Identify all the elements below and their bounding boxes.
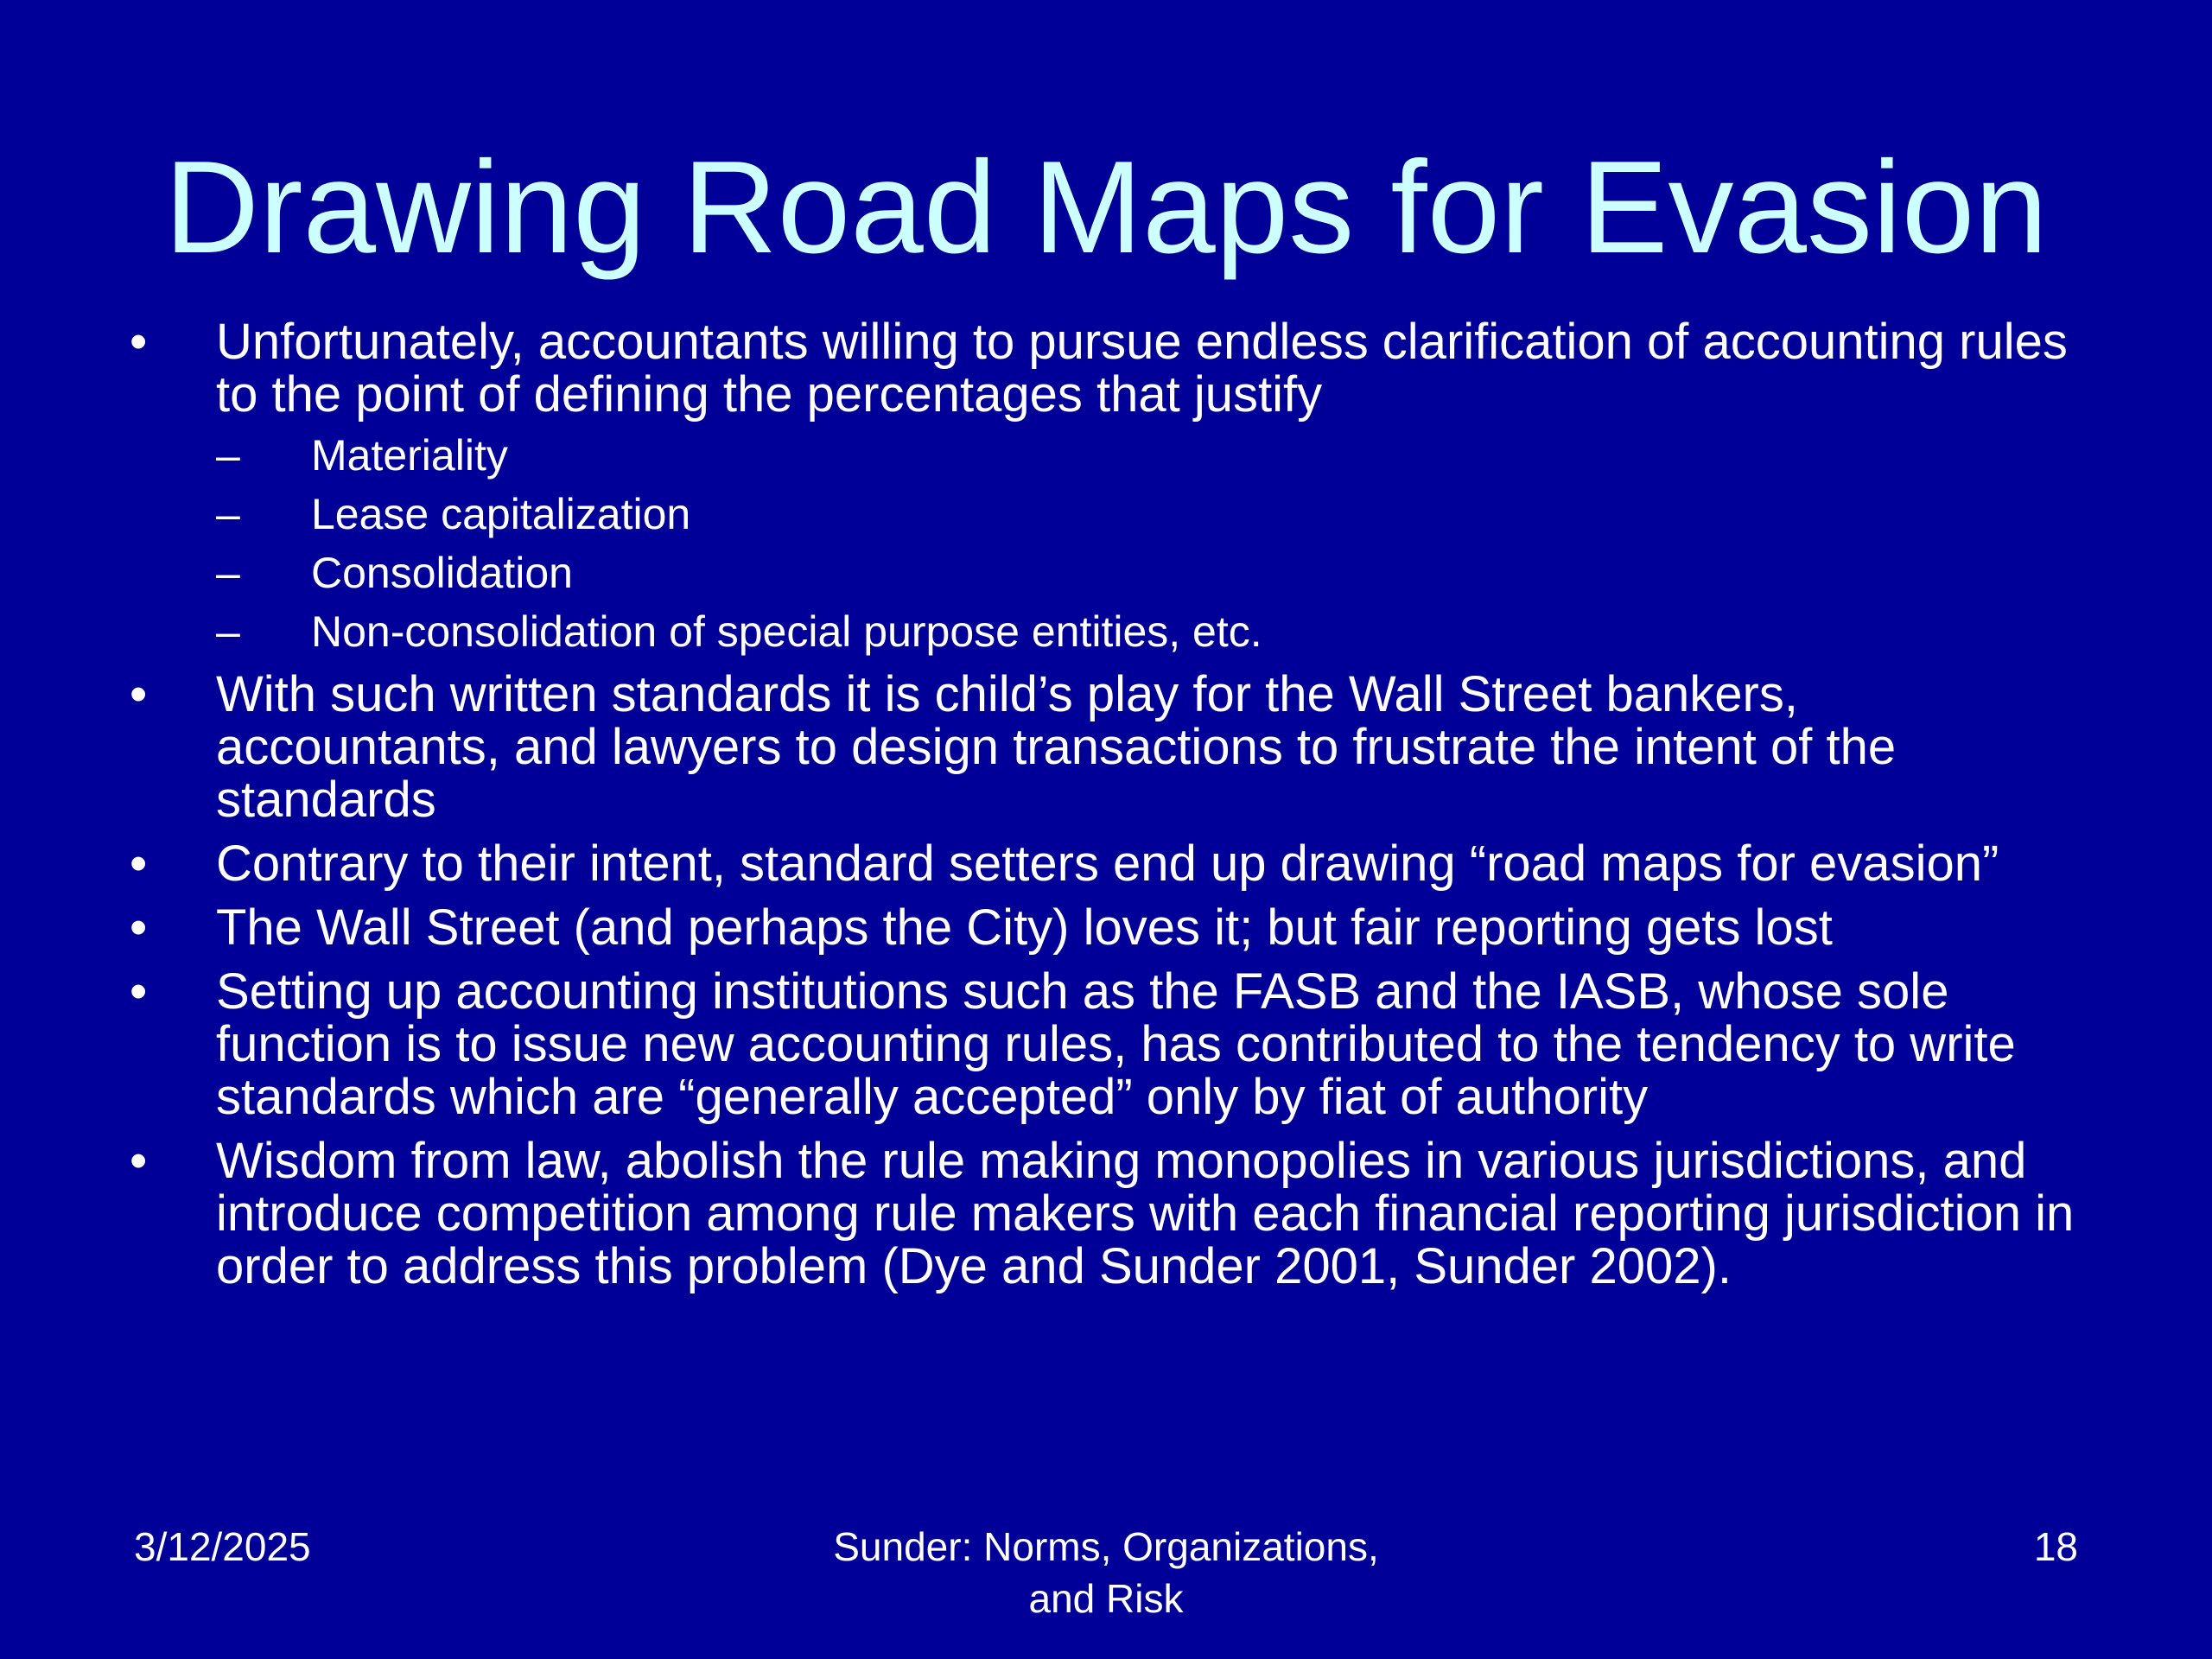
sub-list bbox=[216, 431, 2082, 657]
sub-marker: – bbox=[216, 431, 240, 480]
page-number: 18 bbox=[2033, 1524, 2078, 1569]
sub-item bbox=[216, 490, 2082, 539]
bullet-marker: • bbox=[130, 836, 148, 892]
sub-text: Consolidation bbox=[311, 549, 573, 597]
sub-item bbox=[216, 549, 2082, 598]
bullet-text: Unfortunately, accountants willing to pursue endless clarification of accounting rules to the point of defining the percentages that justify bbox=[216, 314, 2068, 423]
footer-title-line2: and Risk bbox=[1028, 1576, 1184, 1621]
bullet-text: The Wall Street (and perhaps the City) loves it; but fair reporting gets lost bbox=[216, 899, 1833, 956]
bullet-item bbox=[130, 1135, 2082, 1293]
bullet-marker: • bbox=[130, 963, 148, 1020]
bullet-marker: • bbox=[130, 314, 148, 370]
bullet-marker: • bbox=[130, 666, 148, 722]
slide-title: Drawing Road Maps for Evasion bbox=[164, 134, 2048, 281]
bullet-item bbox=[130, 837, 2082, 890]
bullet-text: With such written standards it is child’s play for the Wall Street bankers, accountants, and lawyers to design transactions to frustrate the intent of the standards bbox=[216, 666, 1897, 828]
sub-text: Lease capitalization bbox=[311, 490, 691, 538]
bullet-text: Wisdom from law, abolish the rule making monopolies in various jurisdictions, and introduce competition among rule makers with each financial reporting jurisdiction in order to address this problem (Dye and Sunder 2001, Sunder 2002). bbox=[216, 1133, 2075, 1294]
sub-text: Materiality bbox=[311, 431, 508, 480]
bullet-marker: • bbox=[130, 1133, 148, 1189]
footer-title bbox=[760, 1521, 1452, 1624]
sub-marker: – bbox=[216, 549, 240, 597]
bullet-item bbox=[130, 965, 2082, 1123]
bullet-item bbox=[130, 668, 2082, 826]
bullet-item bbox=[130, 315, 2082, 657]
bullet-text: Setting up accounting institutions such as the FASB and the IASB, whose sole function is to issue new accounting rules, has contributed to the tendency to write standards which are “generally accepted” only by fiat of authority bbox=[216, 963, 2016, 1125]
sub-marker: – bbox=[216, 490, 240, 538]
bullet-item bbox=[130, 901, 2082, 954]
slide-body bbox=[130, 315, 2082, 1304]
sub-text: Non-consolidation of special purpose entities, etc. bbox=[311, 607, 1262, 656]
sub-item bbox=[216, 431, 2082, 480]
bullet-marker: • bbox=[130, 899, 148, 956]
footer-date: 3/12/2025 bbox=[134, 1524, 311, 1569]
bullet-text: Contrary to their intent, standard setters end up drawing “road maps for evasion” bbox=[216, 836, 1999, 892]
sub-marker: – bbox=[216, 607, 240, 656]
footer-title-line1: Sunder: Norms, Organizations, bbox=[833, 1524, 1379, 1569]
sub-item bbox=[216, 607, 2082, 657]
